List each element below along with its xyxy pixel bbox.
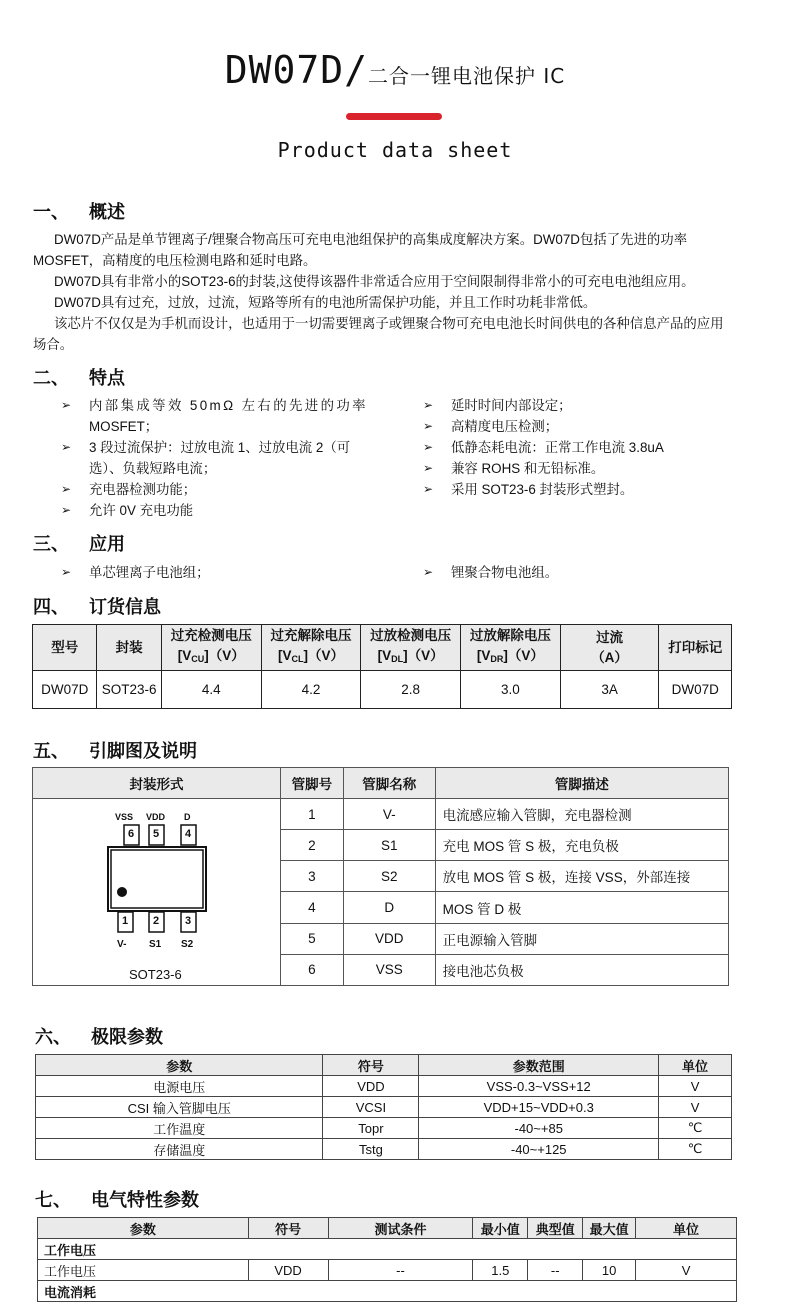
table-row <box>36 1118 732 1139</box>
table-row <box>33 671 732 709</box>
table-cell: D <box>343 892 435 923</box>
feature-item: ➢ 兼容 ROHS 和无铅标准。 <box>423 458 743 479</box>
section-4-title: 订货信息 <box>89 597 161 618</box>
table-cell: 正电源输入管脚 <box>435 923 728 954</box>
column-header: 型号 <box>33 625 97 671</box>
table-cell: 放电 MOS 管 S 极，连接 VSS，外部连接 <box>435 861 728 892</box>
column-header: 测试条件 <box>328 1218 473 1239</box>
table-cell: 存储温度 <box>36 1139 323 1160</box>
section-1-heading <box>33 198 125 224</box>
table-cell: Tstg <box>323 1139 419 1160</box>
table-cell: S2 <box>343 861 435 892</box>
column-header: 封装形式 <box>33 768 281 799</box>
sot23-6-package-diagram <box>33 799 279 985</box>
feature-item: ➢ 充电器检测功能； <box>61 479 381 500</box>
pin-label: VDD <box>146 812 166 822</box>
section-1-number: 一、 <box>33 202 69 223</box>
column-header: 最大值 <box>583 1218 636 1239</box>
bullet-arrow-icon: ➢ <box>423 565 434 579</box>
table-cell: DW07D <box>33 671 97 709</box>
column-header: 单位 <box>636 1218 737 1239</box>
column-header: 管脚名称 <box>343 768 435 799</box>
package-diagram-cell <box>33 799 281 986</box>
table-cell: 4.4 <box>161 671 261 709</box>
section-4-number: 四、 <box>33 597 69 618</box>
pin-label: S1 <box>149 939 162 950</box>
table-row <box>36 1097 732 1118</box>
table-cell: V- <box>343 799 435 830</box>
table-cell: 10 <box>583 1260 636 1281</box>
table-cell: CSI 输入管脚电压 <box>36 1097 323 1118</box>
package-name: SOT23-6 <box>129 967 182 982</box>
table-cell: VDD <box>343 923 435 954</box>
table-cell: V <box>659 1076 732 1097</box>
table-row <box>36 1076 732 1097</box>
table-cell: 工作温度 <box>36 1118 323 1139</box>
absolute-max-table <box>35 1054 732 1160</box>
application-item: ➢ 锂聚合物电池组。 <box>423 562 743 583</box>
bullet-arrow-icon: ➢ <box>61 503 72 517</box>
feature-item: ➢ 允许 0V 充电功能 <box>61 500 381 521</box>
column-header: 参数 <box>36 1055 323 1076</box>
bullet-arrow-icon: ➢ <box>61 398 72 412</box>
title-description: 二合一锂电池保护 IC <box>368 64 566 88</box>
table-cell: 6 <box>280 954 343 985</box>
column-header: 单位 <box>659 1055 732 1076</box>
pin-label: V- <box>117 939 127 950</box>
feature-item: ➢ 延时时间内部设定； <box>423 395 743 416</box>
table-header-row <box>38 1218 737 1239</box>
table-header-row <box>33 625 732 671</box>
table-header-row <box>36 1055 732 1076</box>
section-2-number: 二、 <box>33 368 69 389</box>
table-cell: S1 <box>343 830 435 861</box>
column-header: 符号 <box>248 1218 328 1239</box>
column-header: 过充检测电压 $[V_{CU}](V)$ <box>161 625 261 671</box>
table-cell: VDD <box>323 1076 419 1097</box>
column-header: 过放检测电压 $[V_{DL}](V)$ <box>361 625 461 671</box>
table-cell: 工作电压 <box>38 1260 249 1281</box>
bullet-arrow-icon: ➢ <box>423 398 434 412</box>
table-cell: -40~+125 <box>419 1139 659 1160</box>
table-cell: 充电 MOS 管 S 极，充电负极 <box>435 830 728 861</box>
pin-label: D <box>184 812 191 822</box>
feature-item: ➢ 内部集成等效 50mΩ 左右的先进的功率 MOSFET； <box>61 395 381 437</box>
table-cell: ℃ <box>659 1118 732 1139</box>
table-cell: Topr <box>323 1118 419 1139</box>
pin-label: VSS <box>115 812 134 822</box>
document-title <box>0 48 790 92</box>
bullet-arrow-icon: ➢ <box>61 482 72 496</box>
section-2-title: 特点 <box>89 368 125 389</box>
section-7-title: 电气特性参数 <box>91 1190 199 1211</box>
section-3-title: 应用 <box>89 534 125 555</box>
table-row <box>38 1260 737 1281</box>
pin-number: 4 <box>185 828 192 840</box>
table-cell: VDD <box>248 1260 328 1281</box>
section-3-number: 三、 <box>33 534 69 555</box>
column-header: 过充解除电压 $[V_{CL}](V)$ <box>261 625 361 671</box>
section-5-number: 五、 <box>33 741 69 762</box>
table-cell: V <box>636 1260 737 1281</box>
feature-item: ➢ 低静态耗电流：正常工作电流 3.8uA <box>423 437 743 458</box>
pin-label: S2 <box>181 939 194 950</box>
table-cell: 1 <box>280 799 343 830</box>
table-cell: SOT23-6 <box>97 671 161 709</box>
table-cell: 5 <box>280 923 343 954</box>
table-cell: VCSI <box>323 1097 419 1118</box>
table-cell: -- <box>528 1260 583 1281</box>
feature-item: ➢ 3 段过流保护：过放电流 1、过放电流 2（可 选）、负载短路电流； <box>61 437 381 479</box>
section-2-heading <box>33 364 125 390</box>
table-cell: 2 <box>280 830 343 861</box>
column-header: 管脚描述 <box>435 768 728 799</box>
table-row <box>36 1139 732 1160</box>
section-7-heading <box>35 1186 199 1212</box>
feature-item: ➢ 采用 SOT23-6 封装形式塑封。 <box>423 479 743 500</box>
pin-number: 5 <box>153 828 160 840</box>
column-header: 典型值 <box>528 1218 583 1239</box>
pin-number: 1 <box>122 915 129 927</box>
table-cell: V <box>659 1097 732 1118</box>
table-cell: 4.2 <box>261 671 361 709</box>
ordering-table <box>32 624 732 709</box>
table-cell: 电流感应输入管脚，充电器检测 <box>435 799 728 830</box>
column-header: 打印标记 <box>659 625 732 671</box>
title-accent-bar <box>346 113 442 120</box>
section-5-title: 引脚图及说明 <box>89 741 197 762</box>
table-cell: VDD+15~VDD+0.3 <box>419 1097 659 1118</box>
group-label: 电流消耗 <box>38 1281 737 1302</box>
section-6-heading <box>35 1023 163 1049</box>
column-header: 管脚号 <box>280 768 343 799</box>
overview-paragraph: DW07D具有非常小的SOT23-6的封装,这使得该器件非常适合应用于空间限制得非常小的可充电电池组应用。 <box>54 274 695 289</box>
table-group-row <box>38 1239 737 1260</box>
bullet-arrow-icon: ➢ <box>423 461 434 475</box>
table-cell: -40~+85 <box>419 1118 659 1139</box>
column-header: 最小值 <box>473 1218 528 1239</box>
group-label: 工作电压 <box>38 1239 737 1260</box>
bullet-arrow-icon: ➢ <box>61 440 72 454</box>
table-group-row <box>38 1281 737 1302</box>
table-cell: 3.0 <box>461 671 561 709</box>
column-header: 参数 <box>38 1218 249 1239</box>
column-header: 过放解除电压 $[V_{DR}](V)$ <box>461 625 561 671</box>
application-item: ➢ 单芯锂离子电池组； <box>61 562 381 583</box>
section-6-title: 极限参数 <box>91 1027 163 1048</box>
overview-text <box>33 229 733 355</box>
table-cell: 电源电压 <box>36 1076 323 1097</box>
section-7-number: 七、 <box>35 1190 71 1211</box>
table-cell: VSS-0.3~VSS+12 <box>419 1076 659 1097</box>
overview-paragraph: 该芯片不仅仅是为手机而设计，也适用于一切需要锂离子或锂聚合物可充电电池长时间供电的各种信息产品的应用场合。 <box>33 316 724 352</box>
bullet-arrow-icon: ➢ <box>61 565 72 579</box>
table-cell: 接电池芯负极 <box>435 954 728 985</box>
section-6-number: 六、 <box>35 1027 71 1048</box>
document-subtitle: Product data sheet <box>277 138 513 162</box>
feature-item: ➢ 高精度电压检测； <box>423 416 743 437</box>
table-cell: MOS 管 D 极 <box>435 892 728 923</box>
pin-number: 2 <box>153 915 160 927</box>
table-cell: DW07D <box>659 671 732 709</box>
table-cell: 3 <box>280 861 343 892</box>
bullet-arrow-icon: ➢ <box>423 440 434 454</box>
table-cell: 2.8 <box>361 671 461 709</box>
chip-outline-icon <box>33 799 279 985</box>
column-header: 过流 （A） <box>560 625 659 671</box>
section-3-heading <box>33 530 125 556</box>
pin-table <box>32 767 729 986</box>
overview-paragraph: DW07D产品是单节锂离子/锂聚合物高压可充电电池组保护的高集成度解决方案。DW07D包括了先进的功率MOSFET，高精度的电压检测电路和延时电路。 <box>33 232 688 268</box>
bullet-arrow-icon: ➢ <box>423 482 434 496</box>
table-row <box>33 799 729 830</box>
table-header-row <box>33 768 729 799</box>
section-5-heading <box>33 737 197 763</box>
column-header: 封装 <box>97 625 161 671</box>
table-cell: 1.5 <box>473 1260 528 1281</box>
electrical-characteristics-table <box>37 1217 737 1302</box>
table-cell: -- <box>328 1260 473 1281</box>
table-cell: 4 <box>280 892 343 923</box>
title-part-number: DW07D/ <box>224 48 369 92</box>
overview-paragraph: DW07D具有过充，过放，过流，短路等所有的电池所需保护功能，并且工作时功耗非常低。 <box>54 295 597 310</box>
pin-number: 3 <box>185 915 192 927</box>
table-cell: ℃ <box>659 1139 732 1160</box>
column-header: 参数范围 <box>419 1055 659 1076</box>
section-4-heading <box>33 593 161 619</box>
table-cell: 3A <box>560 671 659 709</box>
table-cell: VSS <box>343 954 435 985</box>
column-header: 符号 <box>323 1055 419 1076</box>
pin-number: 6 <box>128 828 135 840</box>
bullet-arrow-icon: ➢ <box>423 419 434 433</box>
section-1-title: 概述 <box>89 202 125 223</box>
